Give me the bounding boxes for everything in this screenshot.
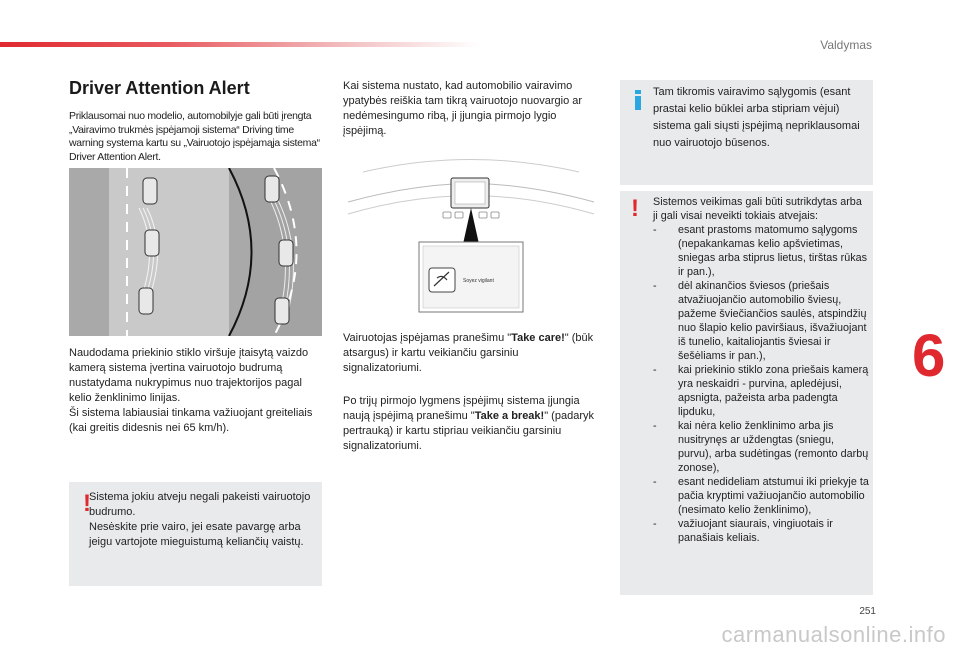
take-break-before: Po trijų pirmojo lygmens įspėjimų sistema įjungia naują įspėjimą pranešimu " — [343, 395, 580, 422]
list-item: - esant nedideliam atstumui iki priekyje ta pačia kryptimi važiuojančio automobilio (nesimato kelio ženklinimo), — [653, 476, 869, 516]
screen-message: Soyez vigilant — [463, 278, 494, 284]
header-accent-bar — [0, 42, 480, 47]
conditions-list — [653, 223, 869, 545]
instrument-panel-illustration — [343, 152, 599, 320]
take-break-after: " (padaryk pertrauką) ir kartu stipriau veikiančiu garsiniu signalizatoriumi. — [343, 410, 594, 452]
take-care-message: Take care! — [511, 332, 565, 344]
first-level-alert-text: Kai sistema nustato, kad automobilio vairavimo ypatybės reiškia tam tikrą vairuotojo nuovargio ar nedėmesingumo ribą, ji įjungia pirmojo lygio įspėjimą. — [343, 80, 583, 137]
road-illustration — [69, 168, 322, 336]
chapter-number: 6 — [912, 322, 946, 389]
list-item: - esant prastoms matomumo sąlygoms (nepakankamas kelio apšvietimas, sniegas arba stiprus lietus, tirštas rūkas ir pan.), — [653, 224, 868, 278]
watermark: carmanualsonline.info — [721, 622, 946, 647]
warning-box-right — [620, 191, 873, 595]
page-title: Driver Attention Alert — [69, 78, 250, 98]
list-item: - kai priekinio stiklo zona priešais kamerą yra neskaidri - purvina, apledėjusi, apsnigta, pažeista arba padengta lipduku, — [653, 364, 869, 418]
info-box — [620, 80, 873, 185]
take-care-before: Vairuotojas įspėjamas pranešimu " — [343, 332, 512, 344]
warning-icon: ! — [83, 490, 91, 517]
take-break-paragraph — [343, 394, 599, 454]
take-care-after: " (būk atsargus) ir kartu veikiančiu garsiniu signalizatoriumi. — [343, 332, 594, 374]
list-item: - važiuojant siaurais, vingiuotais ir panašiais keliais. — [653, 518, 833, 544]
take-break-message: Take a break! — [474, 410, 545, 422]
warning-box-left — [69, 482, 322, 586]
take-care-paragraph — [343, 331, 599, 376]
warning-icon-right: ! — [631, 195, 639, 222]
page-number: 251 — [859, 606, 876, 617]
warning-intro: Sistemos veikimas gali būti sutrikdytas arba ji gali visai neveikti tokiais atvejais: — [653, 196, 862, 222]
list-item: - dėl akinančios šviesos (priešais atvažiuojančio automobilio šviesų, pažeme šviečiančios saulės, atspindžių nuo šlapio kelio paviršiaus, išvažiuojant iš tunelio, kaitaliojantis šviesai ir šešėliams ir pan.), — [653, 280, 867, 362]
intro-text: Priklausomai nuo modelio, automobilyje gali būti įrengta „Vairavimo trukmės įspėjamoji sistema“ Driving time warning systema kartu su „Vairuotojo įspėjamąja sistema“ Driver Attention Alert. — [69, 110, 320, 163]
info-icon — [631, 90, 645, 110]
description-paragraph: Naudodama priekinio stiklo viršuje įtaisytą vaizdo kamerą sistema įvertina vairuotojo budrumą nustatydama nukrypimus nuo trajektorijos pagal kelio ženklinimo linijas. Ši sistema labiausiai tinkama važiuojant greiteliais (kai greitis didesnis nei 65 km/h). — [69, 347, 313, 434]
warning-text-right — [653, 195, 869, 545]
info-text: Tam tikromis vairavimo sąlygomis (esant prastai kelio būklei arba stipriam vėjui) sistema gali siųsti įspėjimą nepriklausomai nuo vairuotojo būsenos. — [653, 86, 860, 149]
list-item: - kai nėra kelio ženklinimo arba jis nusitrynęs ar uždengtas (sniegu, purvu), arba sudėtingas (remonto darbų zonose), — [653, 420, 869, 474]
section-label: Valdymas — [820, 38, 872, 52]
warning-text-left: Sistema jokiu atveju negali pakeisti vairuotojo budrumo. Nesėskite prie vairo, jei esate pavargę arba jeigu vartojote mieguistumą keliančių vaistų. — [89, 491, 311, 548]
